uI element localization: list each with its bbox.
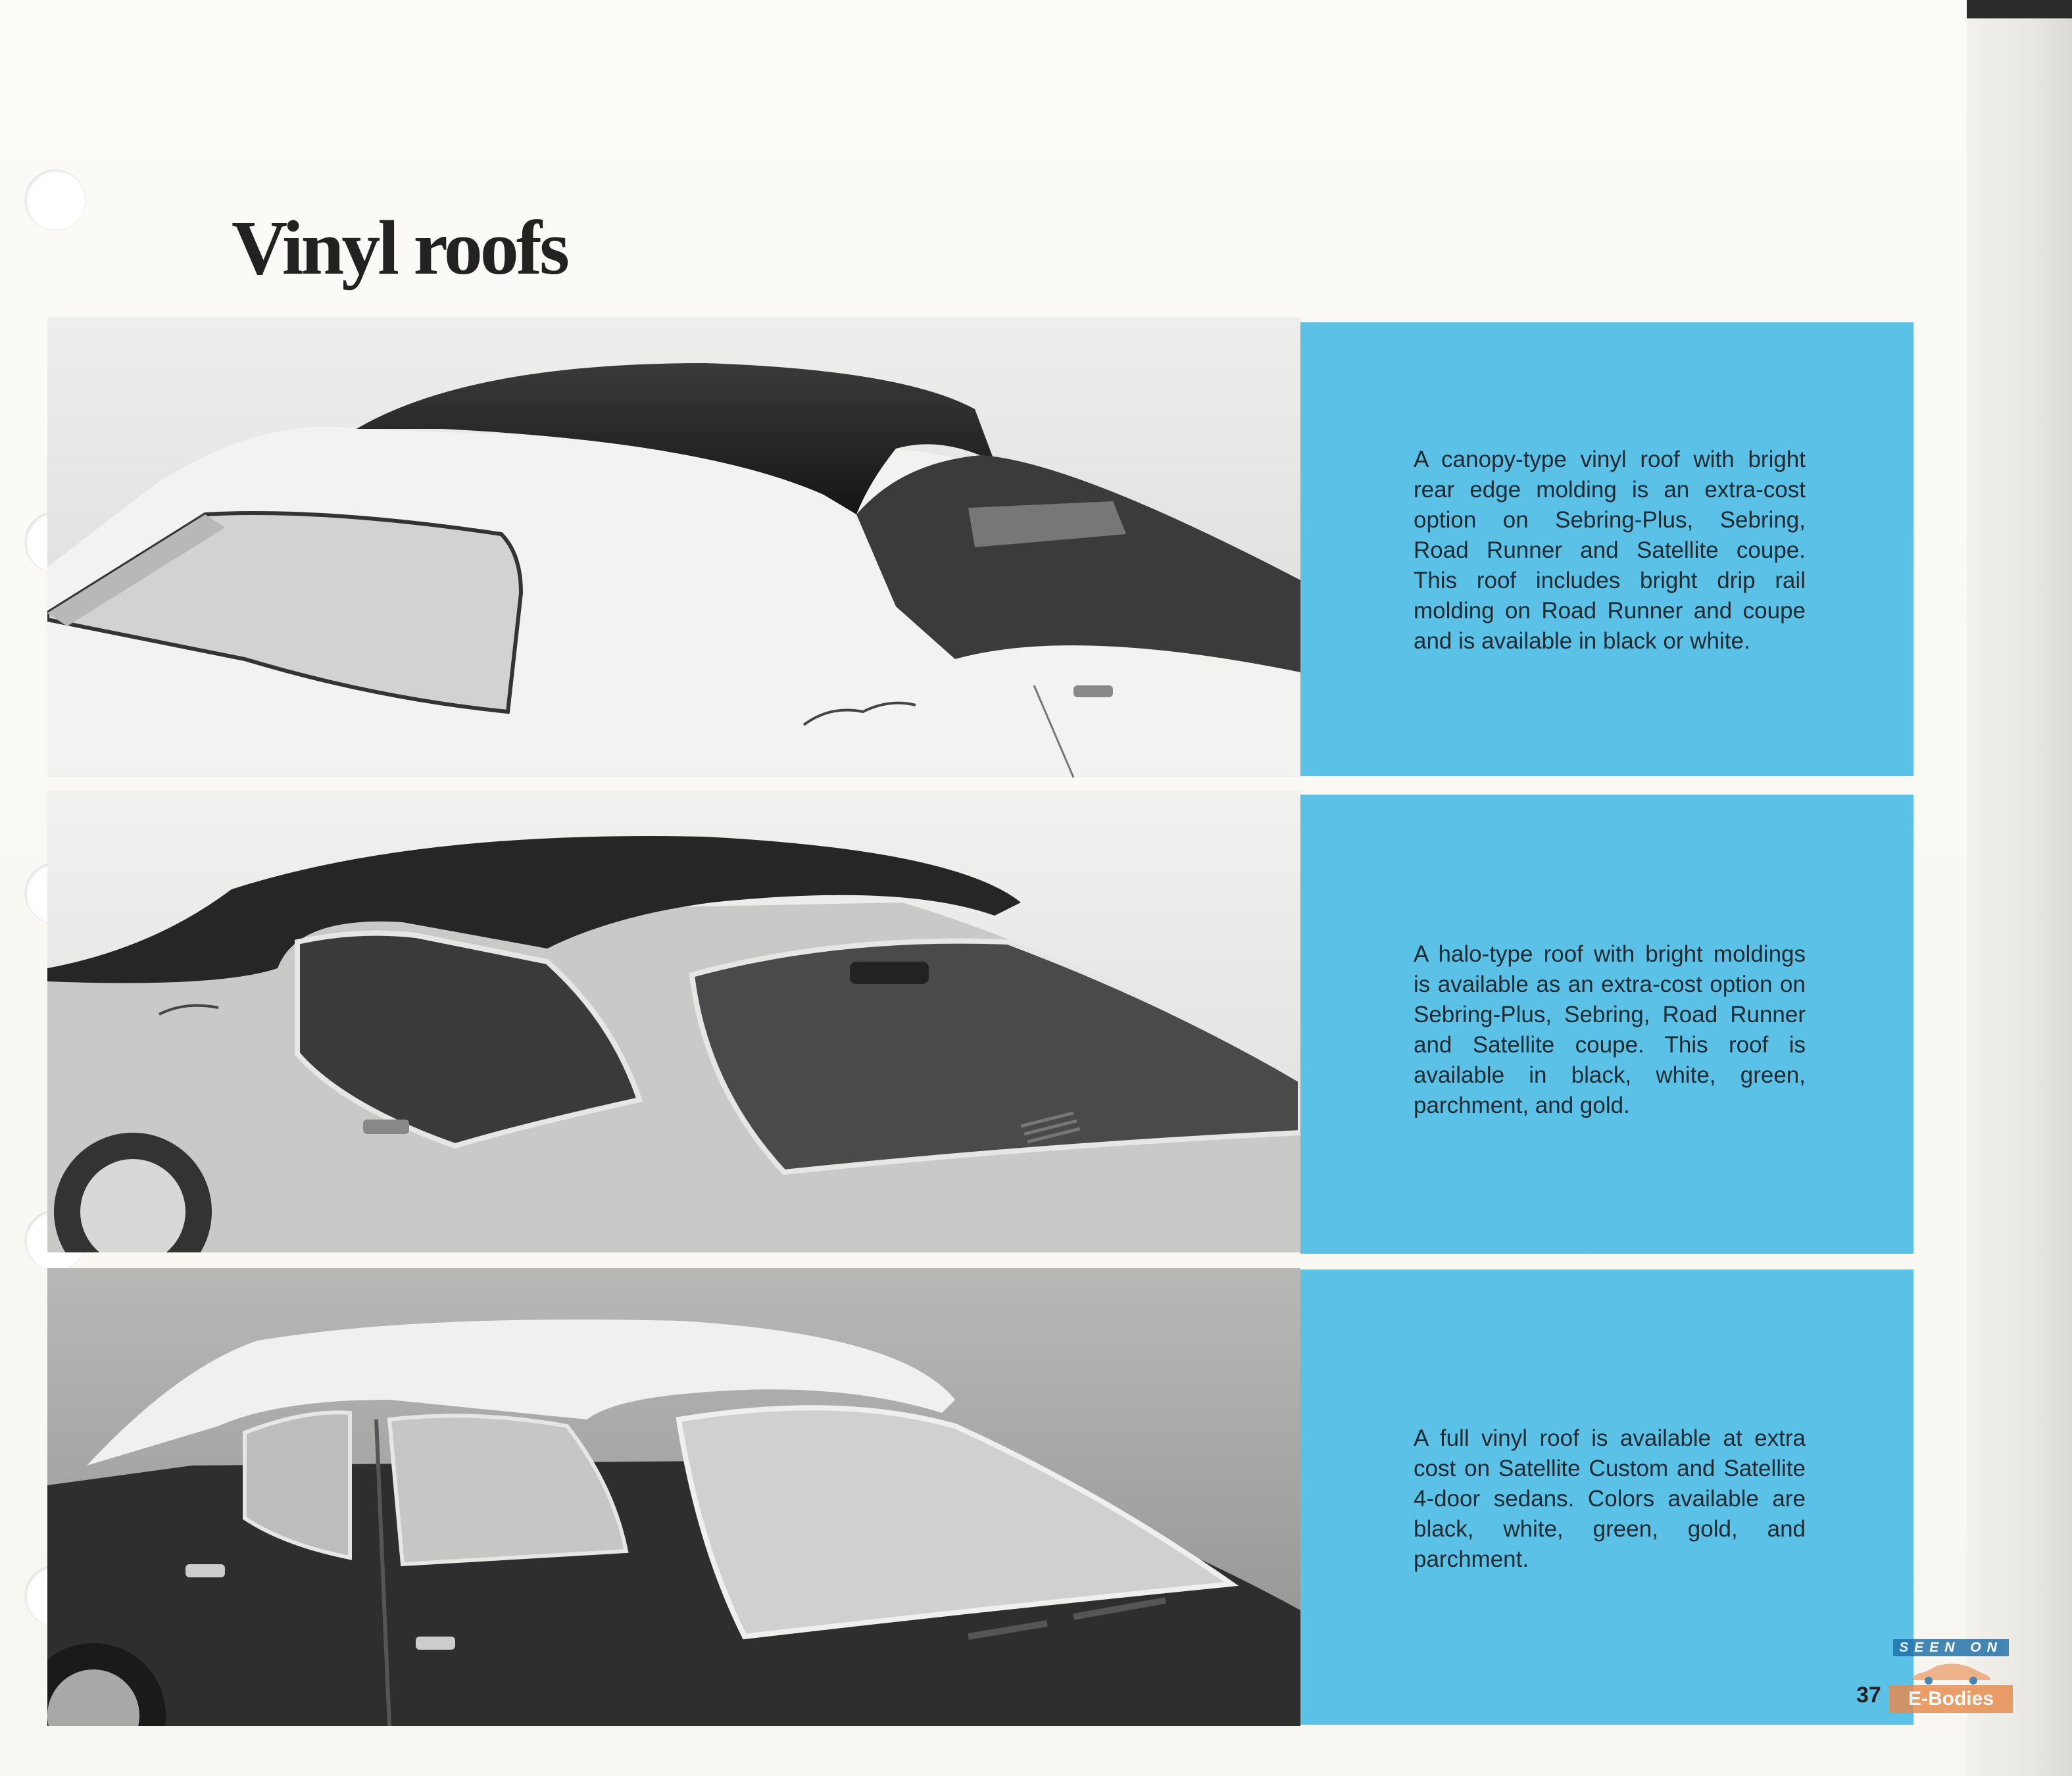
seen-on-ebodies-watermark <box>1889 1639 2013 1713</box>
watermark-top-text: SEEN ON <box>1893 1639 2009 1656</box>
canopy-roof-panel <box>1300 322 1913 776</box>
page-number: 37 <box>1856 1683 1881 1708</box>
halo-roof-description: A halo-type roof with bright moldings is available as an extra-cost option on Sebring-Plus, Sebring, Road Runner and Satellite coupe. This roof is available in black, white, green, parchment, and gold. <box>1414 941 1806 1118</box>
page-edge <box>1967 0 2072 1776</box>
page-title: Vinyl roofs <box>232 205 567 291</box>
page-edge-dark <box>1967 0 2072 18</box>
full-roof-panel <box>1300 1270 1913 1725</box>
canopy-roof-photo <box>47 317 1300 777</box>
halo-roof-panel <box>1300 795 1913 1254</box>
canopy-roof-description: A canopy-type vinyl roof with bright rear edge molding is an extra-cost option on Sebring-Plus, Sebring, Road Runner and Satellite coupe. This roof includes bright drip rail molding on Road Runner and coupe and is available in black or white. <box>1414 447 1806 654</box>
full-roof-photo <box>47 1268 1300 1726</box>
halo-roof-photo <box>47 791 1300 1252</box>
watermark-bottom-text: E-Bodies <box>1889 1685 2013 1713</box>
binder-hole <box>25 170 86 230</box>
car-icon <box>1909 1659 1993 1685</box>
full-roof-description: A full vinyl roof is available at extra cost on Satellite Custom and Satellite 4-door sedans. Colors available are black, white, green, gold, and parchment. <box>1414 1425 1806 1572</box>
